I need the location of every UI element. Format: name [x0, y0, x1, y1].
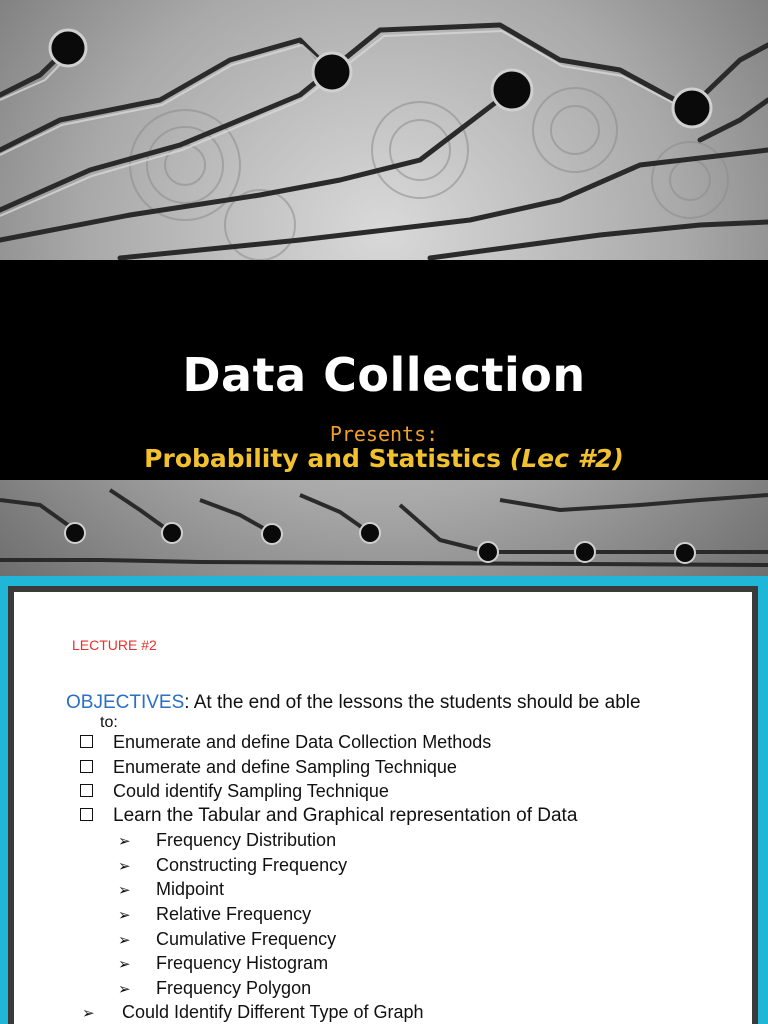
objectives-slide — [8, 586, 758, 1024]
lecture-label: LECTURE #2 — [72, 637, 157, 653]
objectives-panel — [14, 592, 752, 1024]
list-item-text: Could Identify Different Type of Graph — [122, 1002, 424, 1022]
sub-list-item-text: Frequency Histogram — [156, 953, 329, 973]
sub-list-item-text: Relative Frequency — [156, 904, 312, 924]
objectives-continuation: to: — [100, 714, 118, 731]
arrowhead-icon: ➢ — [118, 932, 131, 949]
checkbox-icon — [80, 760, 93, 773]
slide-subtitle — [0, 444, 768, 473]
objectives-heading — [66, 692, 706, 714]
presents-label: Presents: — [329, 422, 439, 446]
sub-list-item-text: Frequency Distribution — [156, 830, 337, 850]
sub-list-item — [118, 904, 311, 925]
arrowhead-icon: ➢ — [118, 956, 131, 973]
arrowhead-icon: ➢ — [118, 833, 131, 850]
sub-list-item — [118, 879, 224, 900]
list-item-text: Enumerate and define Data Collection Methods — [113, 732, 492, 752]
list-item-graph-types — [82, 1002, 424, 1023]
arrowhead-icon: ➢ — [82, 1005, 95, 1022]
sub-list-item — [118, 830, 336, 851]
sub-list-item-text: Constructing Frequency — [156, 855, 348, 875]
sub-list-item-text: Midpoint — [156, 879, 225, 899]
arrowhead-icon: ➢ — [118, 858, 131, 875]
list-item-text: Could identify Sampling Technique — [113, 781, 389, 801]
sub-list-item — [118, 855, 347, 876]
subtitle-lecture-number: (Lec #2) — [509, 444, 624, 473]
slide-title: Data Collection — [182, 348, 586, 402]
list-item-text: Learn the Tabular and Graphical representation of Data — [113, 805, 578, 826]
list-item — [80, 781, 389, 802]
list-item — [80, 805, 577, 827]
list-item-text: Enumerate and define Sampling Technique — [113, 757, 457, 777]
checkbox-icon — [80, 784, 93, 797]
list-item — [80, 732, 491, 753]
sub-list-item — [118, 929, 336, 950]
sub-list-item-text: Frequency Polygon — [156, 978, 312, 998]
sub-list-item — [118, 978, 311, 999]
arrowhead-icon: ➢ — [118, 907, 131, 924]
arrowhead-icon: ➢ — [118, 882, 131, 899]
sub-list-item-text: Cumulative Frequency — [156, 929, 337, 949]
checkbox-icon — [80, 808, 93, 821]
arrowhead-icon: ➢ — [118, 981, 131, 998]
objectives-text: : At the end of the lessons the students should be able — [184, 692, 641, 713]
list-item — [80, 757, 457, 778]
subtitle-course: Probability and Statistics — [144, 444, 502, 473]
checkbox-icon — [80, 735, 93, 748]
sub-list-item — [118, 953, 328, 974]
objectives-keyword: OBJECTIVES — [66, 692, 185, 713]
